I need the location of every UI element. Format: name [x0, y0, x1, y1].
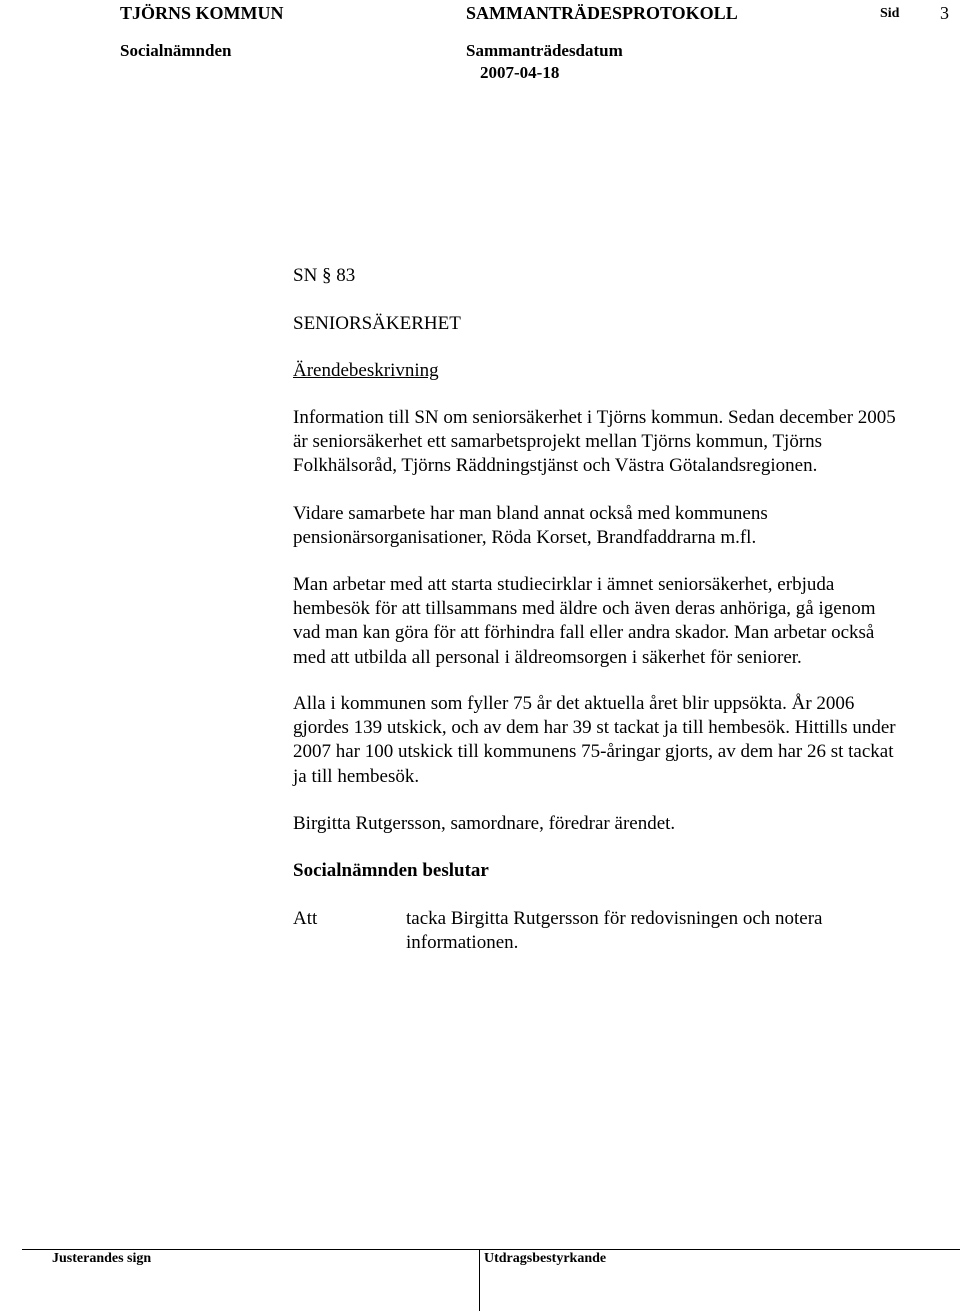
- paragraph-4: [293, 692, 933, 789]
- paragraph-line: Information till SN om seniorsäkerhet i Tjörns kommun. Sedan december 2005: [293, 407, 896, 428]
- paragraph-line: vad man kan göra för att förhindra fall eller andra skador. Man arbetar också: [293, 622, 875, 644]
- paragraph-line: Folkhälsoråd, Tjörns Räddningstjänst och Västra Götalandsregionen.: [293, 455, 818, 477]
- paragraph-2: [293, 502, 933, 550]
- paragraph-3: [293, 573, 933, 670]
- meeting-date: 2007-04-18: [480, 63, 560, 82]
- paragraph-line: 2007 har 100 utskick till kommunens 75-åringar gjorts, av dem har 26 st tackat: [293, 741, 894, 763]
- paragraph-line: pensionärsorganisationer, Röda Korset, Brandfaddrarna m.fl.: [293, 527, 757, 549]
- paragraph-line: Alla i kommunen som fyller 75 år det aktuella året blir uppsökta. År 2006: [293, 693, 855, 714]
- committee-name: Socialnämnden: [120, 41, 232, 60]
- paragraph-line: gjordes 139 utskick, och av dem har 39 st tackat ja till hembesök. Hittills under: [293, 717, 896, 739]
- paragraph-1: [293, 406, 933, 479]
- footer-divider: [479, 1249, 480, 1311]
- decision-line: informationen.: [406, 932, 519, 954]
- paragraph-line: ja till hembesök.: [293, 765, 420, 787]
- paragraph-line: är seniorsäkerhet ett samarbetsprojekt mellan Tjörns kommun, Tjörns: [293, 431, 823, 453]
- decision-label: Att: [293, 908, 318, 929]
- justering-label: Justerandes sign: [52, 1251, 152, 1266]
- item-number: SN § 83: [293, 265, 356, 286]
- paragraph-line: hembesök för att tillsammans med äldre och även deras anhöriga, gå igenom: [293, 598, 876, 620]
- paragraph-5: [293, 812, 933, 836]
- org-name: TJÖRNS KOMMUN: [120, 3, 284, 23]
- paragraph-line: Man arbetar med att starta studiecirklar i ämnet seniorsäkerhet, erbjuda: [293, 574, 835, 595]
- item-title: SENIORSÄKERHET: [293, 313, 461, 334]
- section-heading: Ärendebeskrivning: [293, 360, 439, 381]
- meeting-date-label: Sammanträdesdatum: [466, 41, 623, 60]
- utdrag-label: Utdragsbestyrkande: [484, 1251, 607, 1266]
- page-label: Sid: [880, 6, 900, 21]
- page-number: 3: [940, 3, 949, 23]
- decision-text: [406, 907, 823, 955]
- decision-heading: Socialnämnden beslutar: [293, 860, 489, 881]
- paragraph-line: Vidare samarbete har man bland annat också med kommunens: [293, 503, 768, 524]
- paragraph-line: Birgitta Rutgersson, samordnare, föredrar ärendet.: [293, 813, 676, 834]
- decision-line: tacka Birgitta Rutgersson för redovisningen och notera: [406, 908, 823, 929]
- doc-type: SAMMANTRÄDESPROTOKOLL: [466, 3, 738, 23]
- paragraph-line: med att utbilda all personal i äldreomsorgen i säkerhet för seniorer.: [293, 646, 802, 668]
